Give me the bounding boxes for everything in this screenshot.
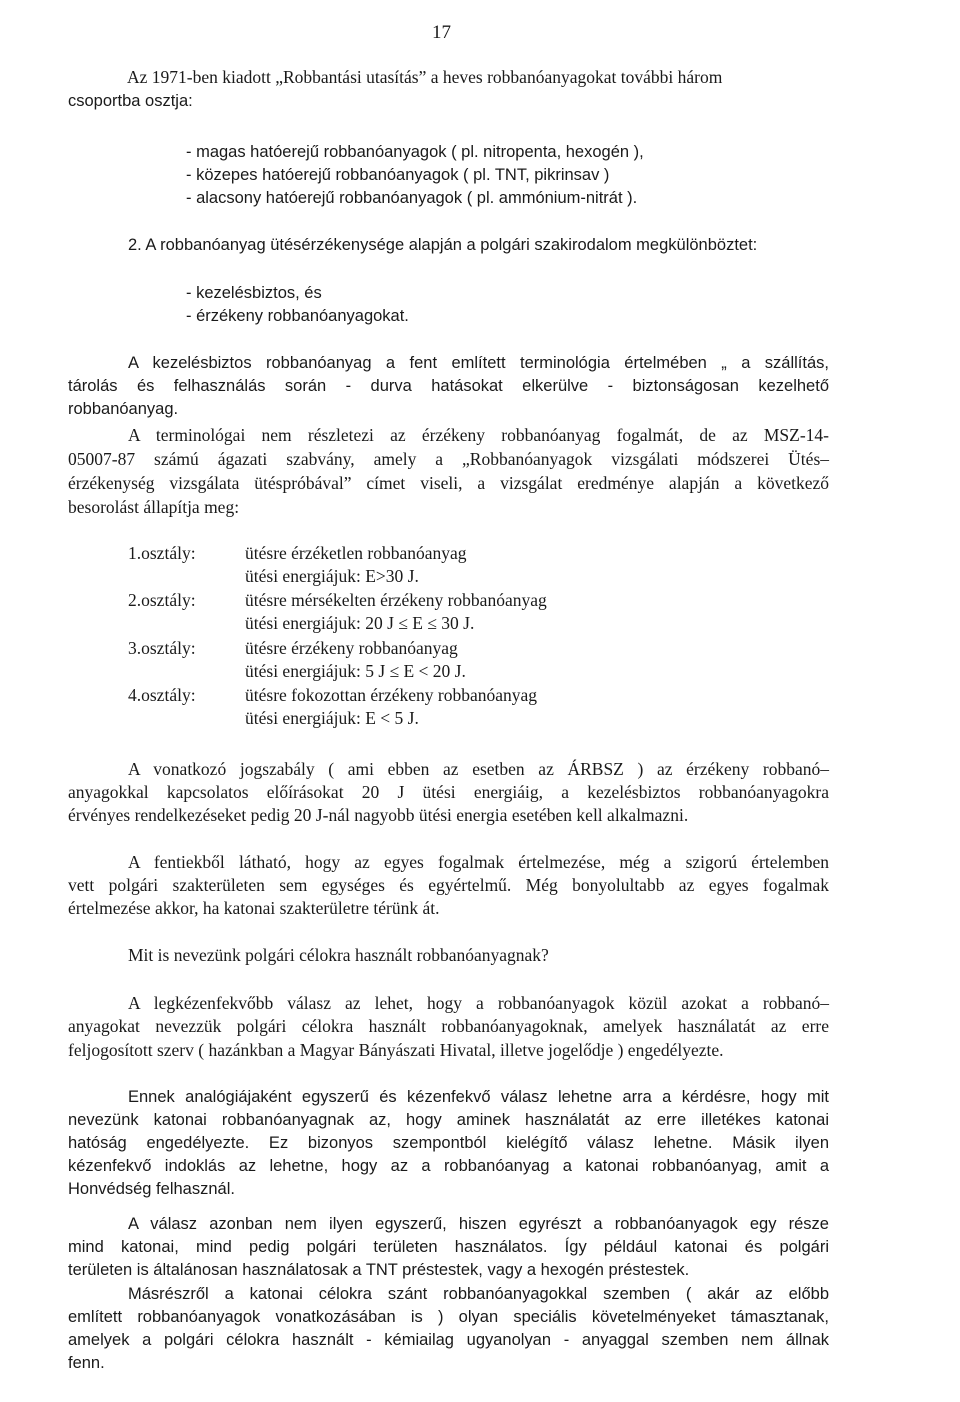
class-3-label: 3.osztály: [128,638,196,658]
intro-line-1: Az 1971-ben kiadott „Robbantási utasítás” a heves robbanóanyagokat további három [127,67,723,87]
p4-line-3: értelmezése akkor, ha katonai szakterületre térünk át. [68,898,440,918]
p7-line-7: fenn. [68,1354,105,1372]
page-number: 17 [432,22,451,43]
class-3-desc: ütésre érzékeny robbanóanyag [245,638,458,658]
section-2-item-sensitive: - érzékeny robbanóanyagokat. [186,307,409,325]
p7-line-1: A válasz azonban nem ilyen egyszerű, hiszen egyrészt a robbanóanyagok egy része [128,1215,829,1233]
section-2-heading: 2. A robbanóanyag ütésérzékenysége alapján a polgári szakirodalom megkülönböztet: [128,236,758,254]
p6-line-5: Honvédség felhasznál. [68,1180,235,1198]
p5-line-2: anyagokat nevezzük polgári célokra használt robbanóanyagoknak, amelyek használatát az erre [68,1016,829,1036]
p2-line-1: A terminológai nem részletezi az érzékeny robbanóanyag fogalmát, de az MSZ-14- [128,425,829,445]
p1-line-2: tárolás és felhasználás során - durva hatásokat elkerülve - biztonságosan kezelhető [68,377,829,395]
class-2-energy: ütési energiájuk: 20 J ≤ E ≤ 30 J. [245,613,475,633]
p6-line-2: nevezünk katonai robbanóanyagnak az, hogy aminek használatát az erre illetékes katonai [68,1111,829,1129]
class-1-energy: ütési energiájuk: E>30 J. [245,566,419,586]
group-item-low: - alacsony hatóerejű robbanóanyagok ( pl. ammónium-nitrát ). [186,189,638,207]
class-1-desc: ütésre érzéketlen robbanóanyag [245,543,467,563]
group-item-medium: - közepes hatóerejű robbanóanyagok ( pl. TNT, pikrinsav ) [186,166,610,184]
p4-line-2: vett polgári szakterületen sem egységes és egyértelmű. Még bonyolultabb az egyes fogalmak [68,875,829,895]
p3-line-3: érvényes rendelkezéseket pedig 20 J-nál nagyobb ütési energia esetében kell alkalmazni. [68,805,689,825]
group-item-high: - magas hatóerejű robbanóanyagok ( pl. nitropenta, hexogén ), [186,143,644,161]
p6-line-1: Ennek analógiájaként egyszerű és kézenfekvő válasz lehetne arra a kérdésre, hogy mit [128,1088,829,1106]
p1-line-1: A kezelésbiztos robbanóanyag a fent említett terminológia értelmében „ a szállítás, [128,354,829,372]
p2-line-4: besorolást állapítja meg: [68,497,240,517]
class-2-label: 2.osztály: [128,590,196,610]
p7-line-6: amelyek a polgári célokra használt - kémiailag ugyanolyan - anyaggal szemben nem állnak [68,1331,829,1349]
class-4-desc: ütésre fokozottan érzékeny robbanóanyag [245,685,538,705]
p7-line-2: mind katonai, mind pedig polgári területen használatos. Így például katonai és polgári [68,1238,829,1256]
p2-line-2: 05007-87 számú ágazati szabvány, amely a „Robbanóanyagok vizsgálati módszerei Ütés– [68,449,829,469]
intro-line-2: csoportba osztja: [68,92,193,110]
p6-line-3: hatóság engedélyezte. Ez bizonyos szempontból kielégítő válasz lehetne. Másik ilyen [68,1134,829,1152]
class-4-energy: ütési energiájuk: E < 5 J. [245,708,419,728]
p3-line-1: A vonatkozó jogszabály ( ami ebben az esetben az ÁRBSZ ) az érzékeny robbanó– [128,759,829,779]
class-1-label: 1.osztály: [128,543,196,563]
question-line: Mit is nevezünk polgári célokra használt robbanóanyagnak? [128,945,549,965]
class-4-label: 4.osztály: [128,685,196,705]
p3-line-2: anyagokkal kapcsolatos előírásokat 20 J ütési energiáig, a kezelésbiztos robbanóanyagokra [68,782,829,802]
p5-line-3: feljogosított szerv ( hazánkban a Magyar Bányászati Hivatal, illetve jogelődje ) engedélyezte. [68,1040,724,1060]
p6-line-4: kézenfekvő indoklás az lehetne, hogy az a robbanóanyag a katonai robbanóanyag, amit a [68,1157,829,1175]
p1-line-3: robbanóanyag. [68,400,179,418]
p7-line-5: említett robbanóanyagok vonatkozásában is ) olyan speciális követelményeket támasztanak, [68,1308,829,1326]
p7-line-4: Másrészről a katonai célokra szánt robbanóanyagokkal szemben ( akár az előbb [128,1285,829,1303]
p4-line-1: A fentiekből látható, hogy az egyes fogalmak értelmezése, még a szigorú értelemben [128,852,829,872]
class-3-energy: ütési energiájuk: 5 J ≤ E < 20 J. [245,661,466,681]
p5-line-1: A legkézenfekvőbb válasz az lehet, hogy a robbanóanyagok közül azokat a robbanó– [128,993,829,1013]
p7-line-3: területen is általánosan használatosak a TNT préstestek, vagy a hexogén préstestek. [68,1261,690,1279]
p2-line-3: érzékenység vizsgálata ütéspróbával” címet viseli, a vizsgálat eredménye alapján a következő [68,473,829,493]
class-2-desc: ütésre mérsékelten érzékeny robbanóanyag [245,590,547,610]
section-2-item-safe: - kezelésbiztos, és [186,284,322,302]
